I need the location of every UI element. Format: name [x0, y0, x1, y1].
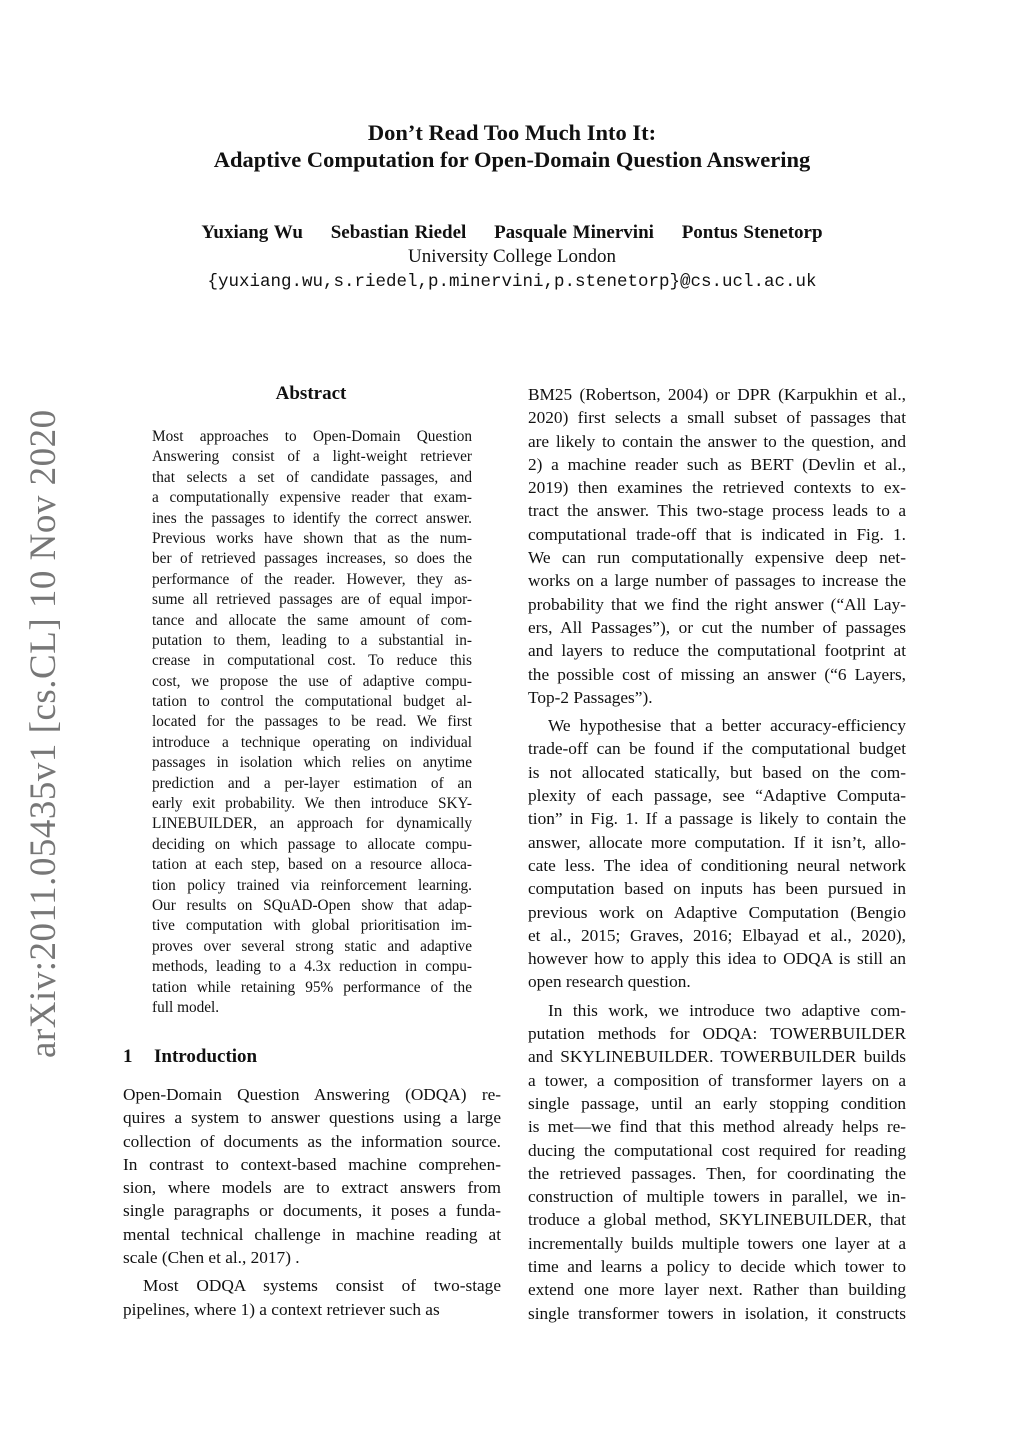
text-line: works on a large number of passages to increase the: [528, 571, 906, 591]
text-line: sume all retrieved passages are of equal impor-: [152, 591, 472, 609]
section-heading-introduction: [123, 1045, 257, 1069]
text-line: incrementally builds multiple towers one layer at a: [528, 1233, 906, 1253]
text-line: full model.: [152, 998, 220, 1016]
text-line: is met—we find that this method already helps re-: [528, 1117, 906, 1137]
abstract-body: [152, 427, 472, 1018]
text-line: construction of multiple towers in parallel, we in-: [528, 1187, 906, 1207]
text-line: 2) a machine reader such as BERT (Devlin et al.,: [528, 454, 906, 474]
text-line: crease in computational cost. To reduce this: [152, 652, 472, 670]
section-number: 1: [123, 1046, 133, 1067]
text-line: sion, where models are to extract answers from: [123, 1178, 501, 1198]
text-line: passages in isolation which relies on anytime: [152, 754, 472, 772]
text-line: probability that we find the right answer (“All Lay-: [528, 594, 906, 614]
text-line: located for the passages to be read. We first: [152, 713, 472, 731]
intro-left-column: [123, 1083, 501, 1321]
text-line: tation while retaining 95% performance of the: [152, 978, 472, 996]
text-line: 2020) first selects a small subset of passages that: [528, 408, 906, 428]
intro-right-column: [528, 383, 906, 1325]
text-line: ers, All Passages”), or cut the number of passages: [528, 617, 906, 637]
text-line: plexity of each passage, see “Adaptive Computa-: [528, 786, 906, 806]
text-line: single transformer towers in isolation, it constructs: [528, 1303, 906, 1323]
text-line: and SKYLINEBUILDER. TOWERBUILDER builds: [528, 1047, 906, 1067]
text-line: scale (Chen et al., 2017) .: [123, 1248, 300, 1268]
text-line: 2019) then examines the retrieved contexts to ex-: [528, 478, 906, 498]
author-emails: {yuxiang.wu,s.riedel,p.minervini,p.stenetorp}@cs.ucl.ac.uk: [207, 272, 817, 292]
text-line: is not allocated statically, but based on the com-: [528, 762, 906, 782]
text-line: BM25 (Robertson, 2004) or DPR (Karpukhin et al.,: [528, 385, 906, 404]
text-line: are likely to contain the answer to the question, and: [528, 431, 906, 451]
text-line: a computationally expensive reader that exam-: [152, 489, 472, 507]
text-line: previous work on Adaptive Computation (Bengio: [528, 902, 906, 922]
text-line: open research question.: [528, 972, 691, 992]
text-line: mental technical challenge in machine reading at: [123, 1224, 501, 1244]
text-line: Previous works have shown that as the num-: [152, 529, 472, 547]
affiliation: University College London: [408, 246, 616, 267]
abstract-heading: Abstract: [275, 383, 347, 404]
author-list: [0, 221, 1024, 245]
text-line: LINEBUILDER, an approach for dynamically: [152, 815, 472, 833]
text-line: performance of the reader. However, they as-: [152, 570, 472, 588]
text-line: the retrieved passages. Then, for coordinating the: [528, 1163, 906, 1183]
text-line: Our results on SQuAD-Open show that adap-: [152, 896, 472, 914]
text-line: In contrast to context-based machine comprehen-: [123, 1154, 501, 1174]
text-line: introduce a technique operating on individual: [152, 733, 472, 751]
text-line: tation to control the computational budget al-: [152, 693, 472, 711]
text-line: prediction and a per-layer estimation of an: [152, 774, 472, 792]
text-line: troduce a global method, SKYLINEBUILDER, that: [528, 1210, 906, 1230]
text-line: Most approaches to Open-Domain Question: [152, 428, 472, 445]
author-name: Sebastian Riedel: [330, 222, 467, 243]
text-line: cate less. The idea of conditioning neural network: [528, 855, 906, 875]
text-line: tance and allocate the same amount of com-: [152, 611, 472, 629]
text-line: In this work, we introduce two adaptive com-: [548, 1000, 906, 1020]
text-line: single paragraphs or documents, it poses a funda-: [123, 1201, 501, 1221]
text-line: Answering consist of a light-weight retriever: [152, 448, 472, 466]
text-line: tive computation with global prioritisation im-: [152, 917, 472, 935]
text-line: et al., 2015; Graves, 2016; Elbayad et al., 2020),: [528, 925, 906, 945]
text-line: computation based on inputs has been pursued in: [528, 879, 906, 899]
text-line: methods, leading to a 4.3x reduction in compu-: [152, 958, 472, 976]
text-line: collection of documents as the information source.: [123, 1131, 501, 1151]
text-line: computational trade-off that is indicated in Fig. 1.: [528, 524, 906, 544]
text-line: a tower, a composition of transformer layers on a: [528, 1070, 906, 1090]
text-line: ber of retrieved passages increases, so does the: [152, 550, 472, 568]
text-line: trade-off can be found if the computational budget: [528, 739, 906, 759]
author-name: Pontus Stenetorp: [681, 222, 823, 243]
text-line: deciding on which passage to allocate compu-: [152, 835, 472, 853]
text-line: answer, allocate more computation. If it isn’t, allo-: [528, 832, 906, 852]
text-line: Open-Domain Question Answering (ODQA) re-: [123, 1085, 501, 1104]
text-line: extend one more layer next. Rather than building: [528, 1280, 906, 1300]
text-line: tract the answer. This two-stage process leads to a: [528, 501, 906, 521]
text-line: pipelines, where 1) a context retriever such as: [123, 1299, 440, 1319]
text-line: We can run computationally expensive deep net-: [528, 548, 906, 568]
text-line: We hypothesise that a better accuracy-efficiency: [548, 716, 906, 736]
paper-title-line-1: Don’t Read Too Much Into It:: [367, 120, 657, 145]
text-line: single passage, until an early stopping condition: [528, 1093, 906, 1113]
author-name: Pasquale Minervini: [494, 222, 654, 243]
text-line: ducing the computational cost required for reading: [528, 1140, 906, 1160]
text-line: putation to them, leading to a substantial in-: [152, 631, 472, 649]
arxiv-stamp: arXiv:2011.05435v1 [cs.CL] 10 Nov 2020: [23, 409, 64, 1058]
text-line: the possible cost of missing an answer (“6 Layers,: [528, 664, 906, 684]
text-line: however how to apply this idea to ODQA is still an: [528, 949, 906, 969]
section-title: Introduction: [154, 1046, 258, 1067]
text-line: putation methods for ODQA: TOWERBUILDER: [528, 1024, 906, 1044]
text-line: tion policy trained via reinforcement learning.: [152, 876, 472, 894]
text-line: ines the passages to identify the correct answer.: [152, 509, 472, 527]
text-line: tation at each step, based on a resource alloca-: [152, 856, 472, 874]
paper-title-line-2: Adaptive Computation for Open-Domain Question Answering: [213, 147, 811, 172]
text-line: that selects a set of candidate passages, and: [152, 468, 472, 486]
text-line: time and learns a policy to decide which tower to: [528, 1256, 906, 1276]
text-line: Most ODQA systems consist of two-stage: [143, 1276, 501, 1296]
text-line: cost, we propose the use of adaptive compu-: [152, 672, 472, 690]
text-line: tion” in Fig. 1. If a passage is likely to contain the: [528, 809, 906, 829]
text-line: early exit probability. We then introduce SKY-: [152, 795, 472, 813]
text-line: and layers to reduce the computational footprint at: [528, 641, 906, 661]
text-line: Top-2 Passages”).: [528, 687, 653, 707]
author-name: Yuxiang Wu: [201, 222, 303, 243]
text-line: quires a system to answer questions using a large: [123, 1108, 501, 1128]
text-line: proves over several strong static and adaptive: [152, 937, 472, 955]
